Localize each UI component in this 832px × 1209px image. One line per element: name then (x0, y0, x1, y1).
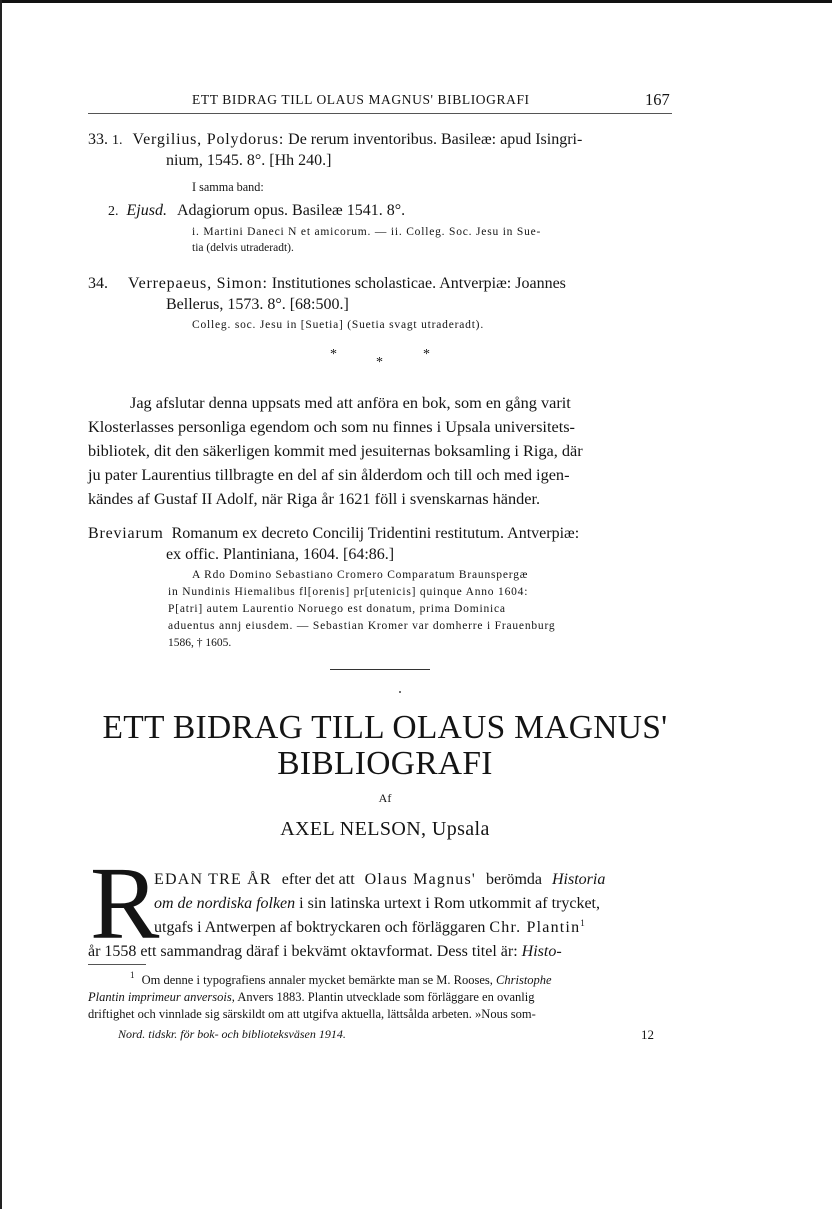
entry-34-provenance: Colleg. soc. Jesu in [Suetia] (Suetia svagt utraderadt). (192, 319, 484, 331)
article-author: AXEL NELSON, Upsala (280, 818, 490, 840)
paragraph-line-4: ju pater Laurentius tillbragte en del af sin ålderdom och till och med igen- (88, 465, 570, 484)
entry-34-continuation: Bellerus, 1573. 8°. [68:500.] (166, 296, 349, 313)
footnote-line-1: $^1$ Om denne i typografiens annaler mycket bemärkte man se M. Rooses, Christophe (130, 970, 552, 987)
paragraph-line-3: bibliotek, dit den säkerligen kommit med jesuiternas boksamling i Riga, där (88, 441, 583, 460)
entry-33-1-continuation: nium, 1545. 8°. [Hh 240.] (166, 152, 332, 169)
footnote-line-3: driftighet och vinnlade sig särskildt om att utgifva aktuella, lättsålda arbeten. »Nous som- (88, 1007, 536, 1021)
entry-34-author: Verrepaeus, Simon: (128, 275, 268, 292)
breviary-title: Romanum ex decreto Concilij Tridentini restitutum. Antverpiæ: (171, 525, 580, 542)
entry-33-2-title: Adagiorum opus. Basileæ 1541. 8°. (176, 202, 406, 219)
drop-cap: R (90, 846, 160, 961)
footnote-rule (88, 964, 146, 965)
entry-33-2-provenance-1: i. Martini Daneci N et amicorum. — ii. Colleg. Soc. Jesu in Sue- (192, 226, 542, 238)
asterism-middle: * (376, 355, 383, 370)
paragraph-line-2: Klosterlasses personliga egendom och som nu finnes i Upsala universitets- (88, 417, 575, 436)
entry-33-1-number: 1. (112, 133, 123, 148)
breviary-inscription-2: in Nundinis Hiemalibus fl[orenis] pr[utenicis] quinque Anno 1604: (168, 586, 529, 598)
breviary-inscription-5: 1586, † 1605. (168, 637, 232, 649)
running-title: ETT BIDRAG TILL OLAUS MAGNUS' BIBLIOGRAFI (192, 92, 530, 107)
breviary-line-1 (88, 525, 579, 543)
entry-33-line-2 (108, 202, 405, 220)
article-line-3: utgafs i Antwerpen af boktryckaren och förläggaren Chr. Plantin$^1$ (154, 918, 585, 936)
entry-33-2-number: 2. (108, 204, 119, 219)
footnote-line-2: Plantin imprimeur anversois, Anvers 1883. Plantin utvecklade som förläggare en ovanlig (88, 990, 535, 1004)
header-rule (88, 113, 672, 114)
footer-journal: Nord. tidskr. för bok- och biblioteksväsen 1914. (118, 1027, 346, 1041)
scan-edge-left (0, 0, 2, 1209)
ink-dot (399, 691, 401, 693)
entry-33-1-author: Vergilius, Polydorus: (132, 131, 285, 148)
asterism-left: * (330, 347, 337, 362)
breviary-inscription-4: aduentus annj eiusdem. — Sebastian Kromer var domherre i Frauenburg (168, 620, 556, 632)
paragraph-line-5: kändes af Gustaf II Adolf, när Riga år 1621 föll i svenskarnas händer. (88, 489, 541, 508)
entry-34-number: 34. (88, 275, 108, 292)
breviary-author: Breviarum (88, 525, 164, 542)
article-line-4: år 1558 ett sammandrag däraf i bekvämt oktavformat. Dess titel är: Histo- (88, 943, 562, 960)
section-separator (330, 669, 430, 670)
entry-33-number: 33. (88, 131, 108, 148)
page-number: 167 (645, 90, 670, 109)
entry-34-title: Institutiones scholasticae. Antverpiæ: Joannes (271, 275, 566, 292)
paragraph-line-1: Jag afslutar denna uppsats med att anföra en bok, som en gång varit (130, 393, 571, 412)
article-title-line-1: ETT BIDRAG TILL OLAUS MAGNUS' (102, 709, 668, 746)
article-title-line-2: BIBLIOGRAFI (277, 745, 493, 782)
entry-33-2-author: Ejusd. (126, 202, 167, 219)
entry-33-1-title: De rerum inventoribus. Basileæ: apud Isingri- (288, 131, 583, 148)
footer-signature: 12 (641, 1027, 654, 1042)
article-line-1: EDAN TRE ÅR efter det att Olaus Magnus' berömda Historia (154, 871, 606, 888)
breviary-continuation: ex offic. Plantiniana, 1604. [64:86.] (166, 546, 395, 563)
article-line-2: om de nordiska folken i sin latinska urtext i Rom utkommit af trycket, (154, 895, 600, 912)
entry-33-same-volume: I samma band: (192, 180, 264, 194)
breviary-inscription-3: P[atri] autem Laurentio Noruego est donatum, prima Dominica (168, 603, 506, 615)
entry-33-line-1 (88, 131, 582, 149)
entry-34-line-1 (88, 275, 566, 293)
asterism-right: * (423, 347, 430, 362)
entry-33-2-provenance-2: tia (delvis utraderadt). (192, 242, 294, 254)
breviary-inscription-1: A Rdo Domino Sebastiano Cromero Comparatum Braunspergæ (192, 569, 529, 581)
scan-edge-top (0, 0, 832, 3)
byline-af: Af (378, 791, 392, 805)
